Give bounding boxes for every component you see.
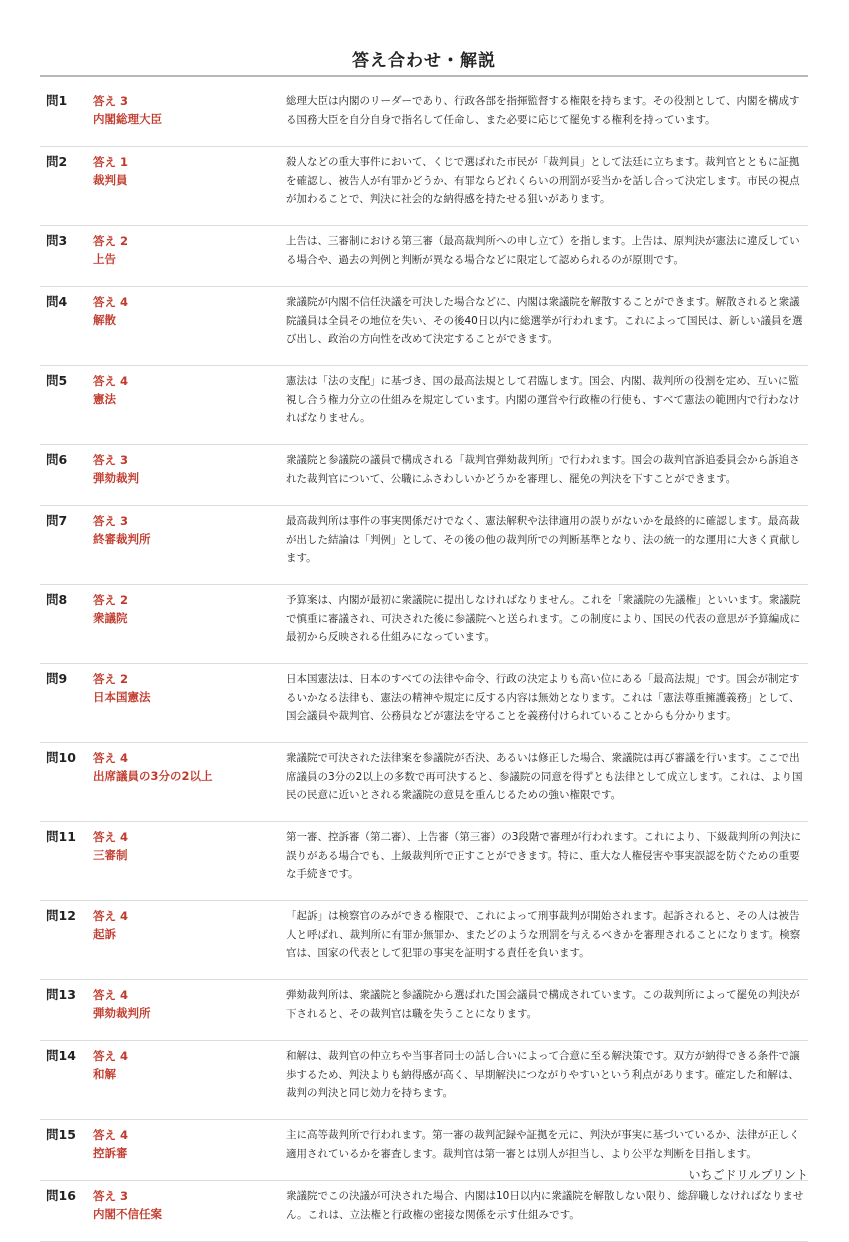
explanation-text: 殺人などの重大事件において、くじで選ばれた市民が「裁判員」として法廷に立ちます。裁判官とともに証拠を確認し、被告人が有罪かどうか、有罪ならどれくらいの刑罰が妥当かを話し合って決定します。市民の視点が加わることで、判決に社会的な納得感を持たせる狙いがあります。: [286, 156, 800, 205]
answer-cell: [93, 92, 286, 140]
answer-term: 内閣不信任案: [93, 1207, 162, 1221]
question-number: 問7: [46, 513, 68, 528]
answer-term: 控訴審: [93, 1146, 128, 1160]
question-number: 問9: [46, 671, 68, 686]
answer-cell: [93, 232, 286, 280]
answer-choice: 答え 4: [93, 1049, 129, 1063]
question-number: 問6: [46, 452, 68, 467]
answer-row: [40, 366, 808, 445]
question-number: 問11: [46, 829, 76, 844]
answer-cell: [93, 670, 286, 736]
answer-row: [40, 743, 808, 822]
answer-choice: 答え 1: [93, 155, 129, 169]
answer-term: 和解: [93, 1067, 116, 1081]
explanation-text: 和解は、裁判官の仲立ちや当事者同士の話し合いによって合意に至る解決策です。双方が納得できる条件で譲歩するため、判決よりも納得感が高く、早期解決につながりやすいという利点があります。確定した和解は、裁判の判決と同じ効力を持ちます。: [286, 1050, 800, 1099]
answer-cell: [93, 986, 286, 1034]
answer-row: [40, 506, 808, 585]
page-title: 答え合わせ・解説: [352, 51, 496, 71]
answer-cell: [93, 153, 286, 219]
answer-cell: [93, 591, 286, 657]
answer-cell: [93, 907, 286, 973]
answer-cell: [93, 828, 286, 894]
explanation-text: 上告は、三審制における第三審（最高裁判所への申し立て）を指します。上告は、原判決が憲法に違反している場合や、過去の判例と判断が異なる場合などに限定して認められるのが原則です。: [286, 235, 800, 266]
question-number: 問14: [46, 1048, 76, 1063]
answer-cell: [93, 293, 286, 359]
answer-term: 終審裁判所: [93, 532, 151, 546]
explanation-text: 衆議院が内閣不信任決議を可決した場合などに、内閣は衆議院を解散することができます。解散されると衆議院議員は全員その地位を失い、その後40日以内に総選挙が行われます。これによって国民は、新しい議員を選び出し、政治の方向性を改めて決定することができます。: [286, 296, 803, 345]
answer-row: [40, 585, 808, 664]
answer-row: [40, 901, 808, 980]
answer-row: [40, 287, 808, 366]
question-number: 問2: [46, 154, 68, 169]
explanation-text: 衆議院で可決された法律案を参議院が否決、あるいは修正した場合、衆議院は再び審議を行います。ここで出席議員の3分の2以上の多数で再可決すると、参議院の同意を得ずとも法律として成立します。これは、より国民の民意に近いとされる衆議院の意見を重んじるための強い権限です。: [286, 752, 803, 801]
answer-choice: 答え 3: [93, 514, 129, 528]
explanation-text: 日本国憲法は、日本のすべての法律や命令、行政の決定よりも高い位にある「最高法規」です。国会が制定するいかなる法律も、憲法の精神や規定に反する内容は無効となります。これは「憲法尊重擁護義務」として、国会議員や裁判官、公務員などが憲法を守ることを義務付けられていることからも分かります。: [286, 673, 800, 722]
explanation-text: 第一審、控訴審（第二審）、上告審（第三審）の3段階で審理が行われます。これにより、下級裁判所の判決に誤りがある場合でも、上級裁判所で正すことができます。特に、重大な人権侵害や事実誤認を防ぐための重要な手続きです。: [286, 831, 802, 880]
question-number: 問10: [46, 750, 76, 765]
explanation-text: 予算案は、内閣が最初に衆議院に提出しなければなりません。これを「衆議院の先議権」といいます。衆議院で慎重に審議され、可決された後に参議院へと送られます。この制度により、国民の代表の意思が予算編成に最初から反映される仕組みになっています。: [286, 594, 801, 643]
answer-choice: 答え 3: [93, 453, 129, 467]
explanation-text: 衆議院でこの決議が可決された場合、内閣は10日以内に衆議院を解散しない限り、総辞職しなければなりません。これは、立法権と行政権の密接な関係を示す仕組みです。: [286, 1190, 804, 1221]
explanation-text: 衆議院と参議院の議員で構成される「裁判官弾劾裁判所」で行われます。国会の裁判官訴追委員会から訴追された裁判官について、公職にふさわしいかどうかを審理し、罷免の判決を下すことができます。: [286, 454, 800, 485]
answer-row: [40, 445, 808, 506]
answer-term: 解散: [93, 313, 116, 327]
title-divider: [40, 75, 808, 77]
answer-cell: [93, 512, 286, 578]
answer-term: 裁判員: [93, 173, 128, 187]
question-number: 問15: [46, 1127, 76, 1142]
question-number: 問5: [46, 373, 68, 388]
answer-term: 上告: [93, 252, 116, 266]
answer-choice: 答え 4: [93, 830, 129, 844]
question-number: 問1: [46, 93, 68, 108]
answer-row: [40, 980, 808, 1041]
answer-cell: [93, 451, 286, 499]
answer-term: 弾劾裁判: [93, 471, 139, 485]
answer-choice: 答え 4: [93, 374, 129, 388]
answer-term: 出席議員の3分の2以上: [93, 769, 213, 783]
answer-choice: 答え 4: [93, 1128, 129, 1142]
answer-term: 内閣総理大臣: [93, 112, 162, 126]
answer-choice: 答え 2: [93, 672, 129, 686]
answer-cell: [93, 1187, 286, 1235]
answer-row: [40, 226, 808, 287]
answer-choice: 答え 2: [93, 593, 129, 607]
answer-cell: [93, 1126, 286, 1174]
answer-choice: 答え 2: [93, 234, 129, 248]
answer-choice: 答え 3: [93, 1189, 129, 1203]
answer-row: [40, 147, 808, 226]
explanation-text: 「起訴」は検察官のみができる権限で、これによって刑事裁判が開始されます。起訴されると、その人は被告人と呼ばれ、裁判所に有罪か無罪か、またどのような刑罰を与えるべきかを審理されることになります。検察官は、国家の代表として犯罪の事実を証明する責任を負います。: [286, 910, 801, 959]
answer-cell: [93, 749, 286, 815]
question-number: 問12: [46, 908, 76, 923]
explanation-text: 弾劾裁判所は、衆議院と参議院から選ばれた国会議員で構成されています。この裁判所によって罷免の判決が下されると、その裁判官は職を失うことになります。: [286, 989, 800, 1020]
answer-term: 衆議院: [93, 611, 128, 625]
answer-term: 起訴: [93, 927, 116, 941]
question-number: 問4: [46, 294, 68, 309]
answer-row: [40, 822, 808, 901]
answer-term: 日本国憲法: [93, 690, 151, 704]
answer-term: 三審制: [93, 848, 128, 862]
footer-brand: いちごドリルプリント: [688, 1168, 808, 1182]
answer-term: 憲法: [93, 392, 116, 406]
answer-row: [40, 1181, 808, 1242]
answer-choice: 答え 3: [93, 94, 129, 108]
answer-cell: [93, 372, 286, 438]
answer-term: 弾劾裁判所: [93, 1006, 151, 1020]
answer-choice: 答え 4: [93, 909, 129, 923]
question-number: 問13: [46, 987, 76, 1002]
explanation-text: 総理大臣は内閣のリーダーであり、行政各部を指揮監督する権限を持ちます。その役割として、内閣を構成する国務大臣を自分自身で指名して任命し、また必要に応じて罷免する権利を持っています。: [286, 95, 800, 126]
explanation-text: 憲法は「法の支配」に基づき、国の最高法規として君臨します。国会、内閣、裁判所の役割を定め、互いに監視し合う権力分立の仕組みを規定しています。内閣の運営や行政権の行使も、すべて憲法の範囲内で行わなければなりません。: [286, 375, 800, 424]
explanation-text: 主に高等裁判所で行われます。第一審の裁判記録や証拠を元に、判決が事実に基づいているか、法律が正しく適用されているかを審査します。裁判官は第一審とは別人が担当し、より公平な判断を目指します。: [286, 1129, 800, 1160]
answer-list: [40, 86, 808, 1242]
answer-choice: 答え 4: [93, 988, 129, 1002]
explanation-text: 最高裁判所は事件の事実関係だけでなく、憲法解釈や法律適用の誤りがないかを最終的に確認します。最高裁が出した結論は「判例」として、その後の他の裁判所での判断基準となり、法の統一的な運用に大きく貢献します。: [286, 515, 801, 564]
answer-row: [40, 664, 808, 743]
question-number: 問3: [46, 233, 68, 248]
answer-row: [40, 86, 808, 147]
question-number: 問8: [46, 592, 68, 607]
answer-choice: 答え 4: [93, 295, 129, 309]
question-number: 問16: [46, 1188, 76, 1203]
answer-choice: 答え 4: [93, 751, 129, 765]
answer-row: [40, 1041, 808, 1120]
answer-cell: [93, 1047, 286, 1113]
